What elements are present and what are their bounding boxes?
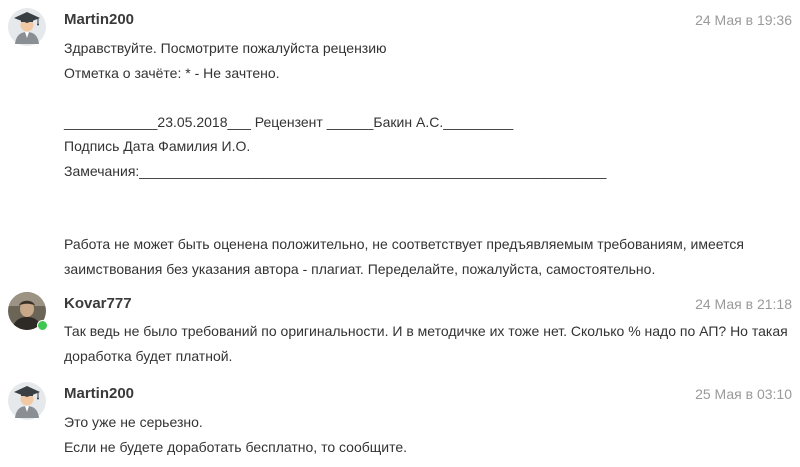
message-line: заимствования без указания автора - плагиат. Переделайте, пожалуйста, самостоятельно. bbox=[64, 260, 656, 277]
message-line: Это уже не серьезно. bbox=[64, 414, 203, 430]
message-body bbox=[64, 410, 792, 459]
message-line: доработка будет платной. bbox=[64, 347, 233, 364]
graduate-avatar-icon[interactable] bbox=[8, 8, 46, 46]
message-line: ____________23.05.2018___ Рецензент ______Бакин А.С._________ bbox=[64, 113, 514, 130]
message-timestamp: 25 Мая в 03:10 bbox=[695, 386, 792, 402]
message-line: Если не будете доработать бесплатно, то сообщите. bbox=[64, 438, 408, 455]
blank-line bbox=[64, 183, 792, 208]
message-line: Замечания:____________________________________________________________ bbox=[64, 162, 607, 179]
message-author[interactable]: Martin200 bbox=[64, 385, 135, 402]
graduate-avatar-icon[interactable] bbox=[8, 382, 46, 420]
online-status-indicator bbox=[37, 320, 48, 331]
message-timestamp: 24 Мая в 19:36 bbox=[695, 12, 792, 28]
message-body bbox=[64, 319, 792, 368]
message-author[interactable]: Kovar777 bbox=[64, 295, 132, 312]
message-line: Работа не может быть оценена положительно, не соответствует предъявляемым требованиям, имеется bbox=[64, 236, 744, 252]
message-line: Подпись Дата Фамилия И.О. bbox=[64, 138, 251, 154]
message-timestamp: 24 Мая в 21:18 bbox=[695, 296, 792, 312]
blank-line bbox=[64, 85, 792, 110]
message-line: Отметка о зачёте: * - Не зачтено. bbox=[64, 64, 280, 81]
blank-line bbox=[64, 208, 792, 233]
message-line: Здравствуйте. Посмотрите пожалуйста рецензию bbox=[64, 40, 387, 56]
message-body bbox=[64, 36, 792, 281]
message-author[interactable]: Martin200 bbox=[64, 11, 135, 28]
message-line: Так ведь не было требований по оригинальности. И в методичке их тоже нет. Сколько % надо по АП? Но такая bbox=[64, 323, 788, 339]
